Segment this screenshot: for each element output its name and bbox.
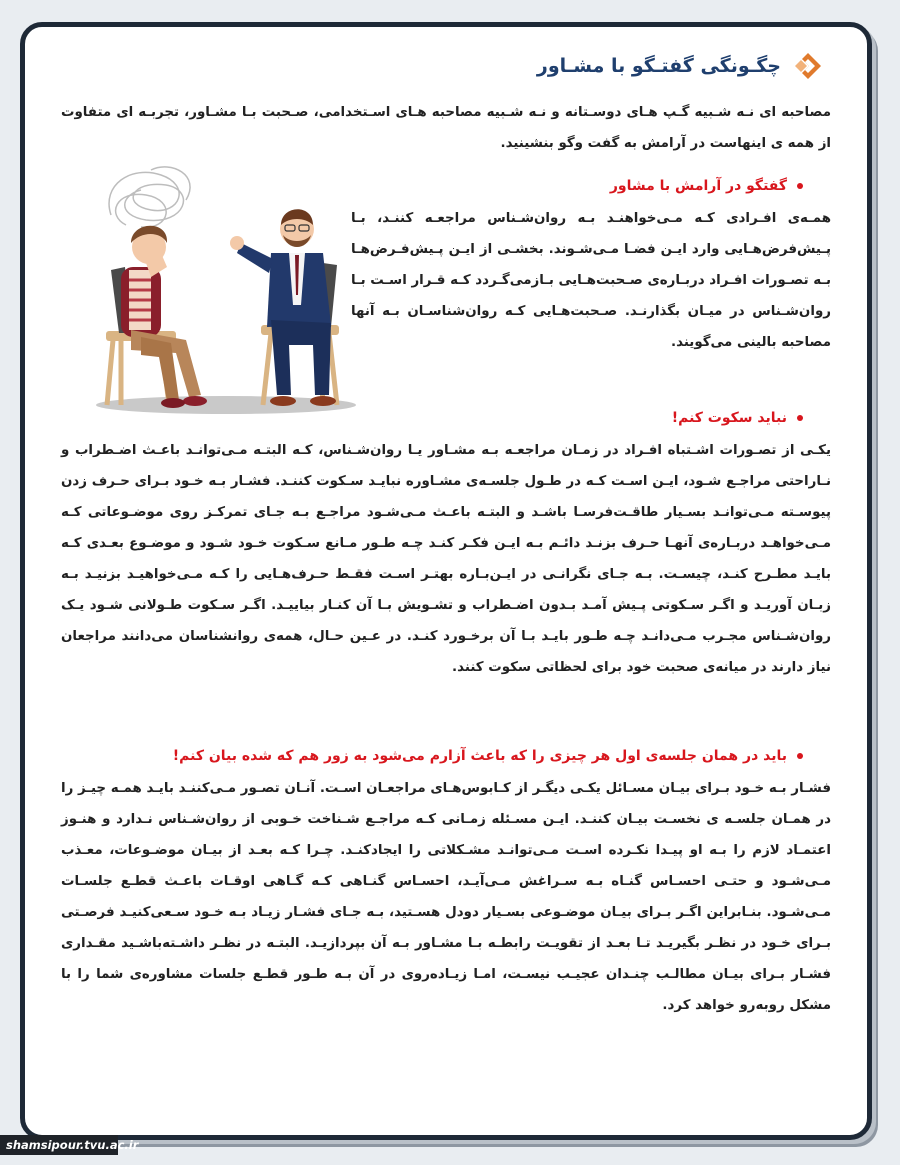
intro-paragraph: مصاحبه ای نـه شـبیه گـپ هـای دوسـتانه و نـه شـبیه مصاحبه هـای اسـتخدامی، صـحبت بـا مشـاور، تجربـه ای متفاوت از همه ی اینهاست در آرامش به گفت وگو بنشینید. [61, 105, 831, 151]
section-heading-text: باید در همان جلسه‌ی اول هر چیزی را که باعث آزارم می‌شود به زور هم که شده بیان کنم! [172, 748, 787, 764]
section-paragraph: یکـی از تصـورات اشـتباه افـراد در زمـان مراجعـه بـه مشـاور یـا روان‌شـناس، کـه البتـه مـی‌توانـد باعـث اضـطراب و نـاراحتی مراجـع شـود، ایـن اسـت کـه در طـول جلسـه‌ی مشـاوره نبایـد سـکوت کننـد. فشـار بـه خـود بـرای حـرف زدن پیوسـته مـی‌توانـد بسـیار طاقـت‌فرسـا باشـد و البتـه باعـث مـی‌شـود مراجـع بـه جـای تمرکـز روی موضـوعاتی کـه مـی‌خواهـد دربـاره‌ی آنهـا حـرف بزنـد دائـم بـه ایـن فکـر کنـد چـه طـور مـانع سـکوت خـود شـود و موضـوع بعـدی کـه بایـد مطـرح کنـد، چیسـت. بـه جـای نگرانـی در ایـن‌بـاره بهتـر اسـت فقـط حـرف‌هـایی را کـه مـی‌خواهیـد بزنیـد بـه زبـان آوریـد و اگـر سـکوتی پـیش آمـد بـدون اضـطراب و تشـویش بـا آن کنـار بیاییـد. اگـر سـکوت طـولانی شـود یـک روان‌شـناس مجـرب مـی‌دانـد چـه طـور بایـد بـا آن برخـورد کنـد. در عـین حـال، همه‌ی روانشناسان می‌دانند مراجعان نیاز دارند در میانه‌ی صحبت خود برای لحظاتی سکوت کنند. [61, 443, 831, 675]
page-title: چگـونگی گفتـگو با مشـاور [536, 55, 781, 77]
diamond-arrow-icon [793, 51, 823, 81]
section-heading [61, 741, 831, 771]
section-calm-conversation [61, 171, 831, 358]
section-paragraph: فشـار بـه خـود بـرای بیـان مسـائل یکـی دیگـر از کـابوس‌هـای مراجعـان اسـت. آنـان تصـور مـی‌کننـد بایـد همـه چیـز را در همـان جلسـه ی نخسـت بیـان کننـد. ایـن مسـئله زمـانی کـه مراجـع شـناخت خـوبی از روان‌شـناس نـدارد و هنـوز اعتمـاد لازم را بـه او پیـدا نکـرده اسـت مـی‌توانـد مشـکلاتی را ایجادکنـد. چـرا کـه بعـد از بیـان موضـوعات، معـذب مـی‌شـود و حتـی احسـاس گنـاه بـه سـراغش مـی‌آیـد، احسـاس گنـاهی کـه گـاهی اوقـات باعـث قطـع جلسـات مـی‌شـود. بنـابراین اگـر بـرای بیـان موضـوعی بسـیار دودل هسـتید، بـه جـای فشـار زیـاد بـه خـود سـعی‌کنیـد فرصـتی بـرای خـود در نظـر بگیریـد تـا بعـد از تقویـت رابطـه بـا مشـاور بـه آن بپردازیـد. البتـه در نظـر داشـته‌باشـید مقـداری فشـار بـرای بیـان مطالـب چنـدان عجیـب نیسـت، امـا زیـاده‌روی در آن بـه طـور قطـع جلسات مشاوره‌ی شما را با مشکل روبه‌رو خواهد کرد. [61, 781, 831, 1013]
section-heading-text: نباید سکوت کنم! [671, 410, 787, 426]
intro-paragraph-block [61, 97, 831, 159]
section-first-session [61, 741, 831, 1021]
footer-site-link[interactable]: shamsipour.tvu.ac.ir [0, 1135, 118, 1155]
section-silence [61, 403, 831, 683]
bullet-icon [797, 753, 803, 759]
section-paragraph: همـه‌ی افـرادی کـه مـی‌خواهنـد بـه روان‌شـناس مراجعـه کننـد، بـا پـیش‌فرض‌هـایی وارد ایـن فضـا مـی‌شـوند. بخشـی از ایـن پـیش‌فـرض‌هـا بـه تصـورات افـراد دربـاره‌ی صـحبت‌هـایی بـازمی‌گـردد کـه قـرار اسـت بـا روان‌شـناس در میـان بگذارنـد. صـحبت‌هـایی کـه روان‌شناسـان بـه آنها مصاحبه بالینی می‌گویند. [351, 211, 831, 350]
section-heading-text: گفتگو در آرامش با مشاور [609, 178, 787, 194]
section-heading [61, 403, 831, 433]
page-content [51, 27, 841, 1135]
section-heading [61, 171, 831, 201]
title-row [537, 51, 823, 81]
page-frame [20, 22, 872, 1140]
bullet-icon [797, 415, 803, 421]
bullet-icon [797, 183, 803, 189]
